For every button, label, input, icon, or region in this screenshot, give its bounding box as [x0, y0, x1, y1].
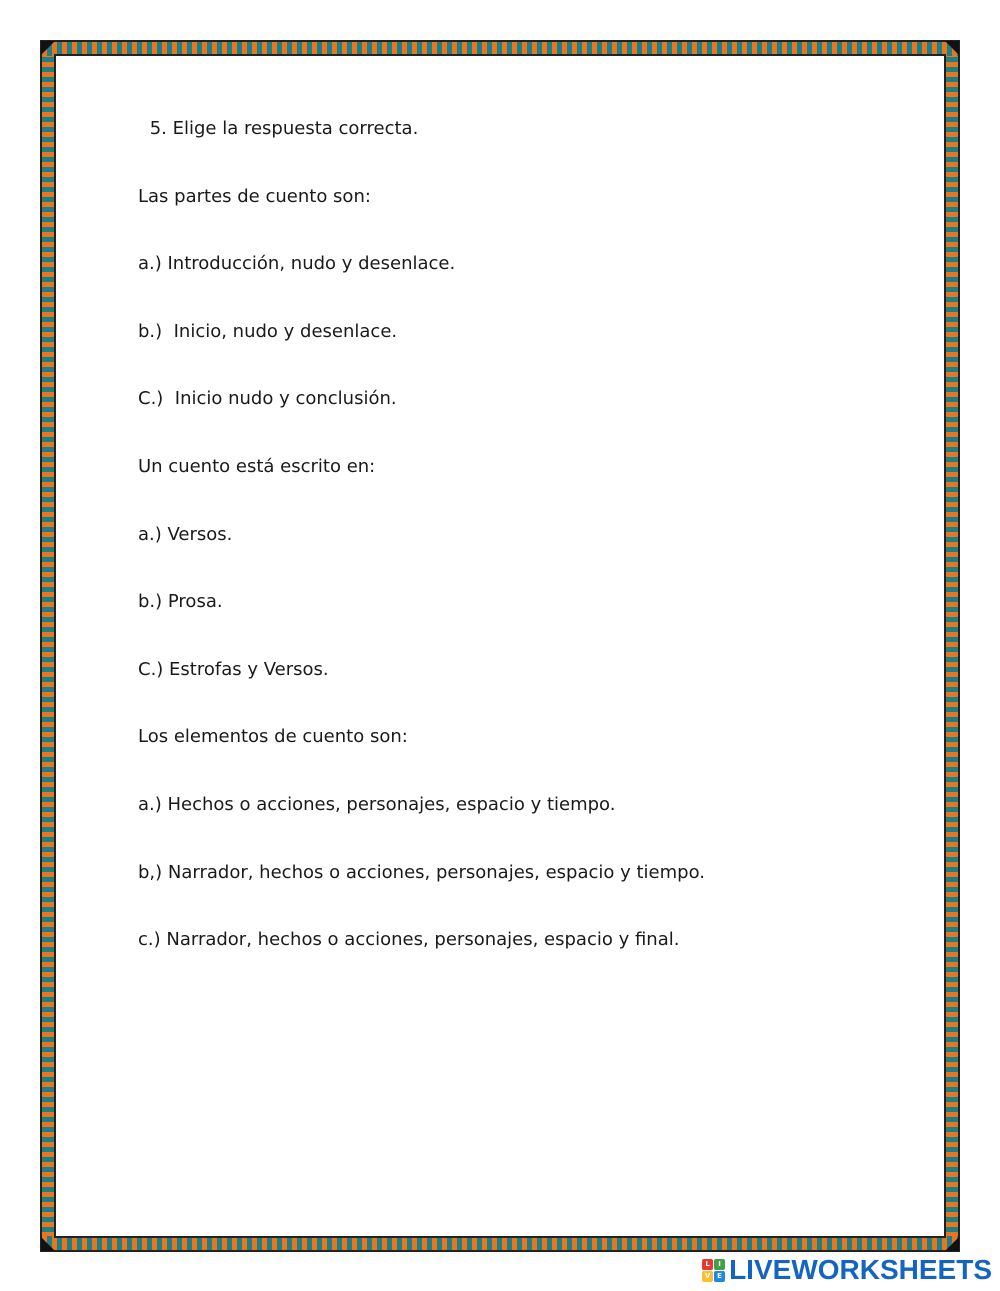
corner-ornament — [41, 41, 55, 55]
answer-option-1c[interactable]: C.) Inicio nudo y conclusión. — [138, 388, 397, 410]
answer-option-1b[interactable]: b.) Inicio, nudo y desenlace. — [138, 320, 398, 342]
answer-option-1a[interactable]: a.) Introducción, nudo y desenlace. — [138, 253, 456, 275]
liveworksheets-logo-icon — [702, 1259, 725, 1282]
corner-ornament — [945, 41, 959, 55]
answer-option-3a[interactable]: a.) Hechos o acciones, personajes, espacio y tiempo. — [138, 793, 616, 815]
logo-letter-v: V — [702, 1271, 713, 1282]
answer-option-3b[interactable]: b,) Narrador, hechos o acciones, personajes, espacio y tiempo. — [138, 861, 706, 883]
logo-letter-e: E — [714, 1271, 725, 1282]
worksheet-content — [138, 117, 918, 996]
logo-letter-l: L — [702, 1259, 713, 1270]
question-prompt-elements: Los elementos de cuento son: — [138, 726, 408, 748]
question-prompt-written: Un cuento está escrito en: — [138, 455, 376, 477]
question-title: 5. Elige la respuesta correcta. — [144, 118, 419, 139]
question-prompt-parts: Las partes de cuento son: — [138, 185, 371, 207]
brand-name: LIVEWORKSHEETS — [729, 1254, 992, 1285]
liveworksheets-brand — [702, 1255, 992, 1285]
answer-option-3c[interactable]: c.) Narrador, hechos o acciones, personajes, espacio y final. — [138, 929, 680, 951]
corner-ornament — [41, 1237, 55, 1251]
answer-option-2c[interactable]: C.) Estrofas y Versos. — [138, 658, 329, 680]
corner-ornament — [945, 1237, 959, 1251]
answer-option-2b[interactable]: b.) Prosa. — [138, 591, 223, 613]
answer-option-2a[interactable]: a.) Versos. — [138, 523, 233, 545]
logo-letter-i: I — [714, 1259, 725, 1270]
